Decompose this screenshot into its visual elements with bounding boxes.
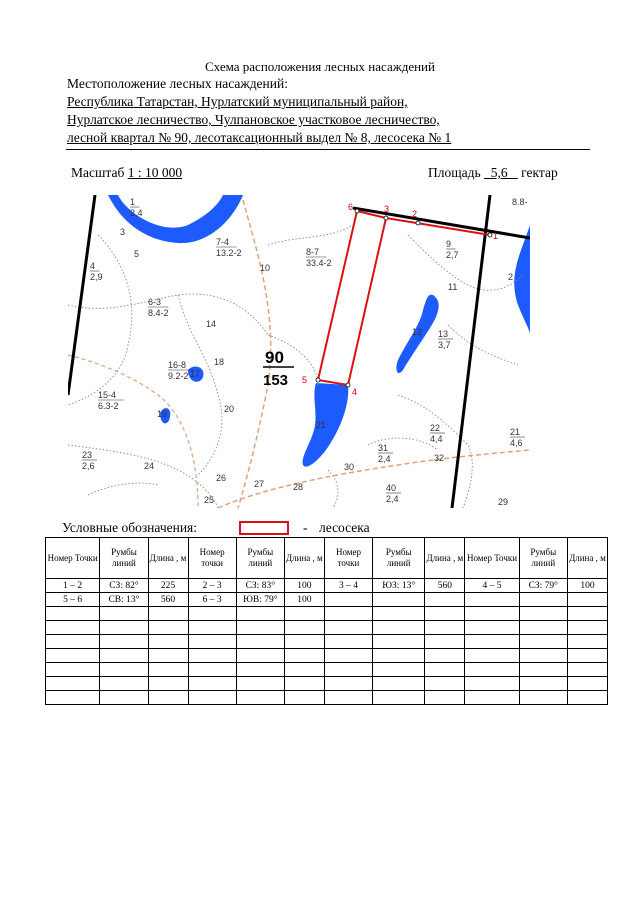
stand-number: 21 xyxy=(316,420,327,430)
stand-number: 31 xyxy=(378,443,389,453)
table-cell xyxy=(324,621,372,635)
table-cell xyxy=(373,635,425,649)
table-header-cell: Румбы линий xyxy=(519,538,567,579)
stand-number: 15-4 xyxy=(98,390,117,400)
location-label: Местоположение лесных насаждений: xyxy=(67,76,288,91)
table-cell xyxy=(100,649,148,663)
quarter-number: 90 xyxy=(265,348,284,367)
table-cell xyxy=(567,607,607,621)
table-cell xyxy=(465,593,519,607)
stand-number: 1 xyxy=(130,197,136,207)
table-cell xyxy=(100,607,148,621)
table-cell xyxy=(188,677,236,691)
stand-number: 25 xyxy=(204,495,215,505)
table-cell xyxy=(519,691,567,705)
table-cell: 3 – 4 xyxy=(324,579,372,593)
table-header-row xyxy=(46,538,608,579)
table-cell xyxy=(465,677,519,691)
table-cell xyxy=(519,635,567,649)
table-cell xyxy=(373,621,425,635)
table-cell xyxy=(100,691,148,705)
vertex-3-label: 3 xyxy=(384,204,390,214)
table-cell xyxy=(465,663,519,677)
location-line-1: Республика Татарстан, Нурлатский муниципальный район, xyxy=(67,94,408,109)
table-header-cell: Румбы линий xyxy=(100,538,148,579)
table-cell xyxy=(284,691,324,705)
legend-cut-area-symbol xyxy=(239,521,289,535)
table-cell xyxy=(567,593,607,607)
scale-line xyxy=(71,165,182,181)
table-cell xyxy=(236,691,284,705)
stand-value: 3,7 xyxy=(438,340,451,350)
table-cell xyxy=(425,621,465,635)
stand-number: 20 xyxy=(224,404,235,414)
quarter-area: 153 xyxy=(263,372,289,389)
table-header-cell: Длина , м xyxy=(567,538,607,579)
stand-number: 27 xyxy=(254,479,265,489)
table-cell xyxy=(519,621,567,635)
table-cell xyxy=(148,649,188,663)
table-cell xyxy=(148,663,188,677)
table-cell: 4 – 5 xyxy=(465,579,519,593)
table-cell xyxy=(567,677,607,691)
stand-value: 6.3-2 xyxy=(98,401,119,411)
table-header-cell: Румбы линий xyxy=(373,538,425,579)
stand-number: 7-4 xyxy=(216,237,230,247)
table-row xyxy=(46,635,608,649)
quarter-boundary-right xyxy=(452,195,490,508)
table-cell xyxy=(46,649,100,663)
table-cell xyxy=(465,607,519,621)
stand-number: 2 xyxy=(508,272,514,282)
table-cell: 1 – 2 xyxy=(46,579,100,593)
table-cell xyxy=(465,691,519,705)
table-row xyxy=(46,649,608,663)
legend-description: лесосека xyxy=(319,520,370,535)
area-label: Площадь xyxy=(428,165,481,180)
table-cell xyxy=(373,607,425,621)
stand-number: 40 xyxy=(386,483,397,493)
table-cell xyxy=(236,621,284,635)
legend-label: Условные обозначения: xyxy=(62,520,198,535)
table-cell: 100 xyxy=(284,593,324,607)
area-line xyxy=(428,165,558,181)
table-cell xyxy=(46,607,100,621)
table-cell xyxy=(465,621,519,635)
stand-number: 22 xyxy=(430,423,441,433)
table-cell: 225 xyxy=(148,579,188,593)
stand-number: 18 xyxy=(214,357,225,367)
vertex-6-label: 6 xyxy=(348,202,354,212)
table-row xyxy=(46,663,608,677)
table-cell xyxy=(46,677,100,691)
scale-label: Масштаб xyxy=(71,165,125,180)
stand-number: 21 xyxy=(510,427,521,437)
stand-value: 2,6 xyxy=(82,461,95,471)
table-cell xyxy=(148,635,188,649)
table-cell xyxy=(567,621,607,635)
table-cell: 560 xyxy=(425,579,465,593)
table-cell xyxy=(373,677,425,691)
table-cell xyxy=(425,649,465,663)
table-cell xyxy=(425,635,465,649)
table-cell: 560 xyxy=(148,593,188,607)
vertex-5-label: 5 xyxy=(302,375,308,385)
table-cell xyxy=(46,635,100,649)
quarter-boundary-top xyxy=(353,208,530,238)
stand-number: 8-7 xyxy=(306,247,320,257)
stand-value: 4,6 xyxy=(510,438,523,448)
table-cell xyxy=(425,663,465,677)
forest-map-svg xyxy=(68,195,530,508)
table-cell: СЗ: 83° xyxy=(236,579,284,593)
table-cell xyxy=(373,691,425,705)
table-cell xyxy=(567,691,607,705)
table-cell xyxy=(148,677,188,691)
table-cell xyxy=(519,649,567,663)
table-cell xyxy=(100,635,148,649)
stand-value: 2,9 xyxy=(90,272,103,282)
stand-value: 2,7 xyxy=(446,250,459,260)
cut-area-polygon xyxy=(318,211,386,385)
bearing-table xyxy=(45,537,608,705)
table-cell: 5 – 6 xyxy=(46,593,100,607)
table-cell xyxy=(425,607,465,621)
stand-value: 13.2-2 xyxy=(216,248,242,258)
table-cell xyxy=(100,677,148,691)
table-header-cell: Номер точки xyxy=(324,538,372,579)
header-rule xyxy=(66,149,590,150)
table-header-cell: Номер Точки xyxy=(46,538,100,579)
scale-value: 1 : 10 000 xyxy=(127,165,183,180)
table-cell xyxy=(236,649,284,663)
table-cell xyxy=(284,649,324,663)
table-cell xyxy=(46,691,100,705)
table-cell xyxy=(236,677,284,691)
forest-map xyxy=(68,195,530,508)
table-cell xyxy=(284,677,324,691)
vertex-1-label: 1 xyxy=(493,231,499,241)
table-cell xyxy=(46,663,100,677)
table-cell xyxy=(188,621,236,635)
table-cell xyxy=(425,691,465,705)
table-cell xyxy=(567,663,607,677)
stand-value: 2,4 xyxy=(130,208,143,218)
stand-number: 3 xyxy=(120,227,126,237)
table-row xyxy=(46,607,608,621)
stand-number: 32 xyxy=(434,453,445,463)
table-cell xyxy=(373,593,425,607)
table-body xyxy=(46,579,608,705)
table-cell: СЗ: 79° xyxy=(519,579,567,593)
vertex-2-label: 2 xyxy=(412,209,418,219)
stand-number: 10 xyxy=(260,263,271,273)
table-cell: 100 xyxy=(284,579,324,593)
location-line-3: лесной квартал № 90, лесотаксационный выдел № 8, лесосека № 1 xyxy=(67,130,452,145)
vertex-4-label: 4 xyxy=(352,387,358,397)
table-cell xyxy=(100,663,148,677)
stand-value: 8.4-2 xyxy=(148,308,169,318)
table-cell xyxy=(236,663,284,677)
table-cell xyxy=(519,593,567,607)
table-cell xyxy=(100,621,148,635)
cut-area-top-line xyxy=(386,218,490,235)
stand-value: 33.4-2 xyxy=(306,258,332,268)
stand-number: 28 xyxy=(293,482,304,492)
stand-number: 23 xyxy=(82,450,93,460)
table-cell xyxy=(324,593,372,607)
table-cell xyxy=(284,635,324,649)
stand-number: 6-3 xyxy=(148,297,162,307)
legend-dash: - xyxy=(303,520,308,535)
table-header-cell: Номер точки xyxy=(188,538,236,579)
table-cell xyxy=(425,677,465,691)
table-cell xyxy=(284,663,324,677)
table-row xyxy=(46,579,608,593)
table-cell xyxy=(188,691,236,705)
stand-value: 9.2-2 xyxy=(168,371,189,381)
table-cell xyxy=(148,691,188,705)
table-cell: СЗ: 82° xyxy=(100,579,148,593)
stand-value: 2,4 xyxy=(386,494,399,504)
table-row xyxy=(46,593,608,607)
table-cell xyxy=(188,607,236,621)
table-cell xyxy=(425,593,465,607)
table-cell xyxy=(465,649,519,663)
location-line-2: Нурлатское лесничество, Чулпановское участковое лесничество, xyxy=(67,112,440,127)
table-cell xyxy=(148,607,188,621)
table-header-cell: Румбы линий xyxy=(236,538,284,579)
stand-number: 16-8 xyxy=(168,360,187,370)
table-header-cell: Длина , м xyxy=(284,538,324,579)
table-cell xyxy=(46,621,100,635)
stand-number: 11 xyxy=(448,282,458,292)
river-top-left xyxy=(108,195,243,243)
table-cell: 100 xyxy=(567,579,607,593)
stand-boundaries xyxy=(68,225,523,508)
table-cell xyxy=(465,635,519,649)
road-2 xyxy=(218,450,530,508)
table-cell xyxy=(324,635,372,649)
doc-title: Схема расположения лесных насаждений xyxy=(205,59,435,74)
table-cell xyxy=(324,677,372,691)
stand-value: 4,4 xyxy=(430,434,443,444)
table-cell: СВ: 13° xyxy=(100,593,148,607)
table-row xyxy=(46,621,608,635)
table-cell xyxy=(324,663,372,677)
table-cell xyxy=(373,663,425,677)
table-row xyxy=(46,677,608,691)
stand-number: 12 xyxy=(412,327,423,337)
table-cell: 2 – 3 xyxy=(188,579,236,593)
stand-value: 2,4 xyxy=(378,454,391,464)
table-cell xyxy=(519,677,567,691)
stand-number: 8.8- xyxy=(512,197,528,207)
table-cell xyxy=(567,649,607,663)
table-cell xyxy=(284,621,324,635)
table-cell xyxy=(324,691,372,705)
stand-number: 29 xyxy=(498,497,509,507)
stand-number: 9 xyxy=(446,239,452,249)
table-cell xyxy=(188,649,236,663)
table-cell xyxy=(324,607,372,621)
stand-number: 17 xyxy=(190,369,201,379)
table-cell xyxy=(519,607,567,621)
stand-number: 13 xyxy=(438,329,449,339)
table-cell xyxy=(236,635,284,649)
area-unit: гектар xyxy=(521,165,558,180)
stand-number: 19 xyxy=(157,409,168,419)
area-value: 5,6 xyxy=(490,165,508,180)
table-row xyxy=(46,691,608,705)
table-cell xyxy=(284,607,324,621)
stand-number: 14 xyxy=(206,319,217,329)
table-cell xyxy=(188,635,236,649)
table-cell xyxy=(236,607,284,621)
table-header-cell: Длина , м xyxy=(425,538,465,579)
table-cell xyxy=(324,649,372,663)
stand-number: 24 xyxy=(144,461,155,471)
stand-number: 5 xyxy=(134,249,140,259)
table-cell xyxy=(188,663,236,677)
table-cell xyxy=(373,649,425,663)
table-cell xyxy=(567,635,607,649)
stand-number: 26 xyxy=(216,473,227,483)
table-header-cell: Длина , м xyxy=(148,538,188,579)
table-cell: 6 – 3 xyxy=(188,593,236,607)
table-cell xyxy=(519,663,567,677)
table-cell xyxy=(148,621,188,635)
table-cell: ЮВ: 79° xyxy=(236,593,284,607)
table-header-cell: Номер Точки xyxy=(465,538,519,579)
stand-number: 30 xyxy=(344,462,355,472)
quarter-boundary-left xyxy=(68,195,95,395)
stand-number: 4 xyxy=(90,261,96,271)
table-cell: ЮЗ: 13° xyxy=(373,579,425,593)
